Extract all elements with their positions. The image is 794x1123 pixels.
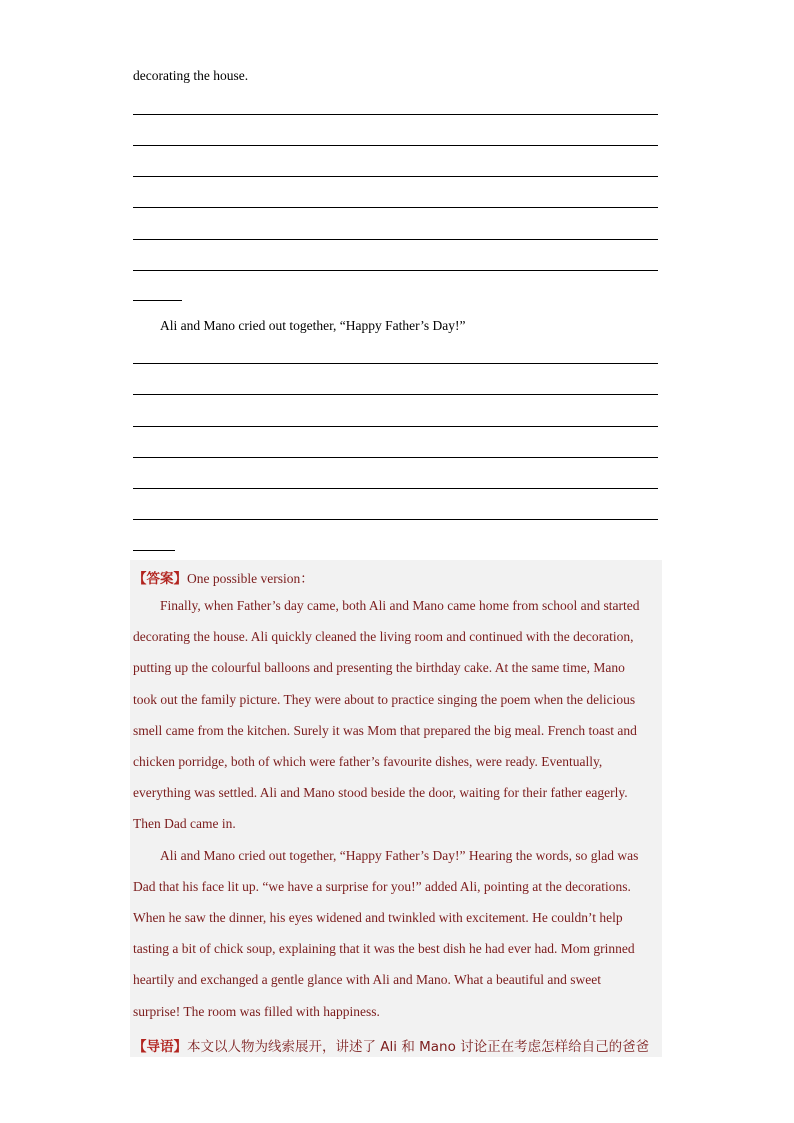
- writing-line: [133, 519, 658, 520]
- answer-line: tasting a bit of chick soup, explaining that it was the best dish he had ever had. Mom grinned: [133, 941, 635, 956]
- answer-heading: [133, 567, 314, 587]
- answer-line: Then Dad came in.: [133, 816, 236, 831]
- writing-line: [133, 176, 658, 177]
- answer-line: smell came from the kitchen. Surely it was Mom that prepared the big meal. French toast and: [133, 723, 637, 738]
- answer-line: took out the family picture. They were about to practice singing the poem when the delicious: [133, 692, 636, 707]
- writing-line: [133, 363, 658, 364]
- writing-line: [133, 207, 658, 208]
- writing-line-end: [133, 550, 175, 551]
- answer-line: Dad that his face lit up. “we have a surprise for you!” added Ali, pointing at the decorations.: [133, 879, 631, 894]
- writing-line: [133, 145, 658, 146]
- answer-line: surprise! The room was filled with happiness.: [133, 1004, 380, 1019]
- answer-line: Finally, when Father’s day came, both Ali and Mano came home from school and started: [160, 598, 640, 613]
- answer-line: decorating the house. Ali quickly cleaned the living room and continued with the decoration,: [133, 629, 634, 644]
- answer-line: heartily and exchanged a gentle glance with Ali and Mano. What a beautiful and sweet: [133, 972, 601, 987]
- guide-text: 本文以人物为线索展开，讲述了 Ali 和 Mano 讨论正在考虑怎样给自己的爸爸: [187, 1039, 650, 1055]
- writing-line: [133, 488, 658, 489]
- paragraph-2-start: Ali and Mano cried out together, “Happy Father’s Day!”: [160, 318, 466, 333]
- answer-intro: One possible version：: [187, 571, 314, 586]
- writing-line: [133, 426, 658, 427]
- answer-line: putting up the colourful balloons and presenting the birthday cake. At the same time, Mano: [133, 660, 625, 675]
- answer-line: chicken porridge, both of which were father’s favourite dishes, were ready. Eventually,: [133, 754, 603, 769]
- guide-label: 【导语】: [133, 1039, 187, 1055]
- answer-line: everything was settled. Ali and Mano stood beside the door, waiting for their father eagerly.: [133, 785, 628, 800]
- writing-line: [133, 457, 658, 458]
- answer-line: Ali and Mano cried out together, “Happy Father’s Day!” Hearing the words, so glad was: [160, 848, 639, 863]
- writing-line: [133, 270, 658, 271]
- writing-line: [133, 239, 658, 240]
- answer-line: When he saw the dinner, his eyes widened and twinkled with excitement. He couldn’t help: [133, 910, 623, 925]
- writing-line-end: [133, 300, 182, 301]
- guide-line: [133, 1035, 649, 1055]
- writing-line: [133, 114, 658, 115]
- answer-label: 【答案】: [133, 571, 187, 587]
- top-text: decorating the house.: [133, 68, 249, 83]
- writing-line: [133, 394, 658, 395]
